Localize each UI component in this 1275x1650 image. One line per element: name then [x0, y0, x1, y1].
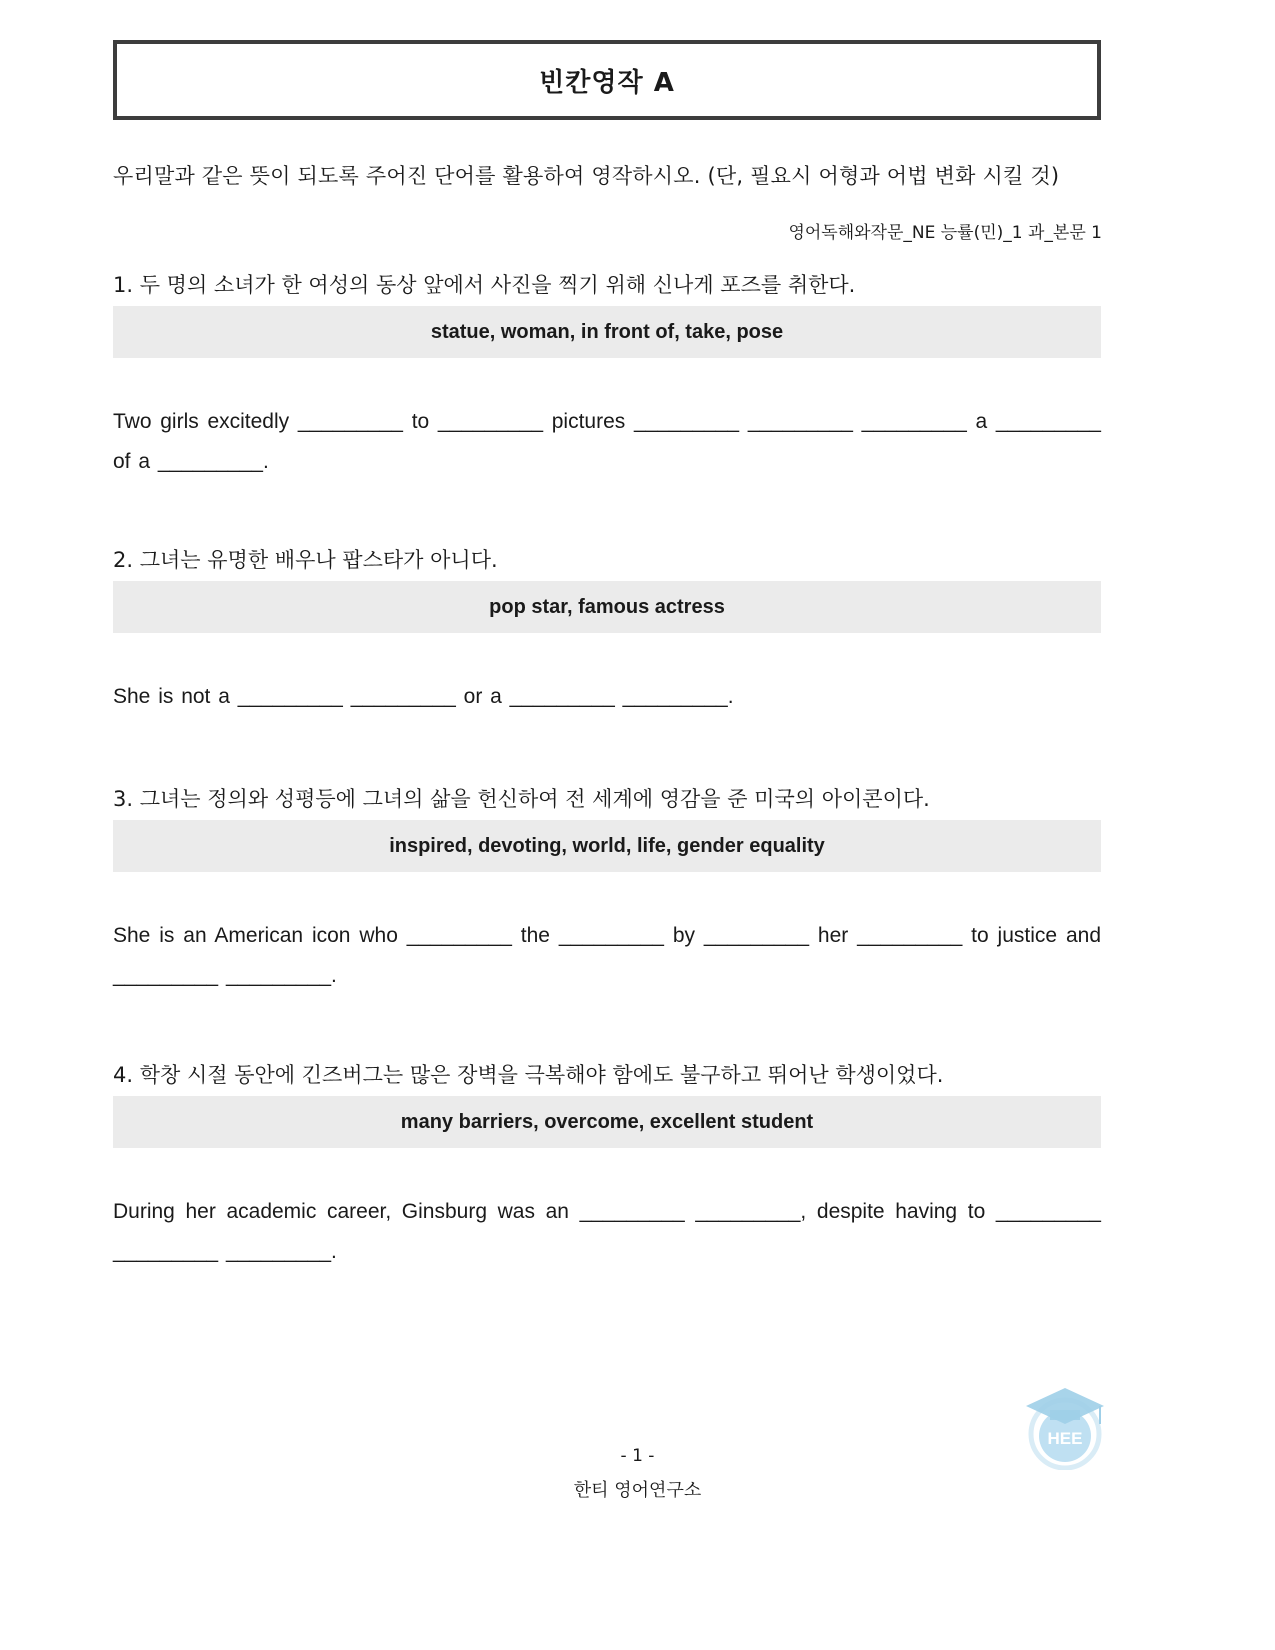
question-prompt: 3. 그녀는 정의와 성평등에 그녀의 삶을 헌신하여 전 세계에 영감을 준 미국의 아이콘이다. — [113, 787, 930, 811]
worksheet-title: 빈칸영작 A — [539, 67, 675, 98]
question-2 — [113, 543, 1101, 717]
word-hint-box: pop star, famous actress — [113, 581, 1101, 633]
question-4 — [113, 1058, 1101, 1272]
question-1 — [113, 268, 1101, 482]
question-3 — [113, 782, 1101, 996]
question-prompt: 1. 두 명의 소녀가 한 여성의 동상 앞에서 사진을 찍기 위해 신나게 포즈를 취한다. — [113, 273, 856, 297]
page-number: - 1 - — [620, 1446, 655, 1466]
word-hint-box: statue, woman, in front of, take, pose — [113, 306, 1101, 358]
footer-organization: 한티 영어연구소 — [573, 1480, 702, 1501]
answer-sentence: She is an American icon who _________ the _________ by _________ her _________ to justice and _________ _________. — [113, 924, 1101, 987]
word-hint-box: many barriers, overcome, excellent student — [113, 1096, 1101, 1148]
question-prompt: 4. 학창 시절 동안에 긴즈버그는 많은 장벽을 극복해야 함에도 불구하고 뛰어난 학생이었다. — [113, 1063, 944, 1087]
answer-sentence: During her academic career, Ginsburg was an _________ _________, despite having to _________ _________ _________. — [113, 1200, 1101, 1263]
answer-sentence: She is not a _________ _________ or a _________ _________. — [113, 685, 734, 708]
word-hint-box: inspired, devoting, world, life, gender equality — [113, 820, 1101, 872]
worksheet-title-box — [113, 40, 1101, 120]
logo-text: HEE — [1047, 1429, 1083, 1448]
instruction-text: 우리말과 같은 뜻이 되도록 주어진 단어를 활용하여 영작하시오. (단, 필요시 어형과 어법 변화 시킬 것) — [113, 164, 1060, 188]
source-label: 영어독해와작문_NE 능률(민)_1 과_본문 1 — [788, 223, 1102, 243]
question-prompt: 2. 그녀는 유명한 배우나 팝스타가 아니다. — [113, 548, 498, 572]
answer-sentence: Two girls excitedly _________ to _________ pictures _________ _________ _________ a _________ of a _________. — [113, 410, 1101, 473]
